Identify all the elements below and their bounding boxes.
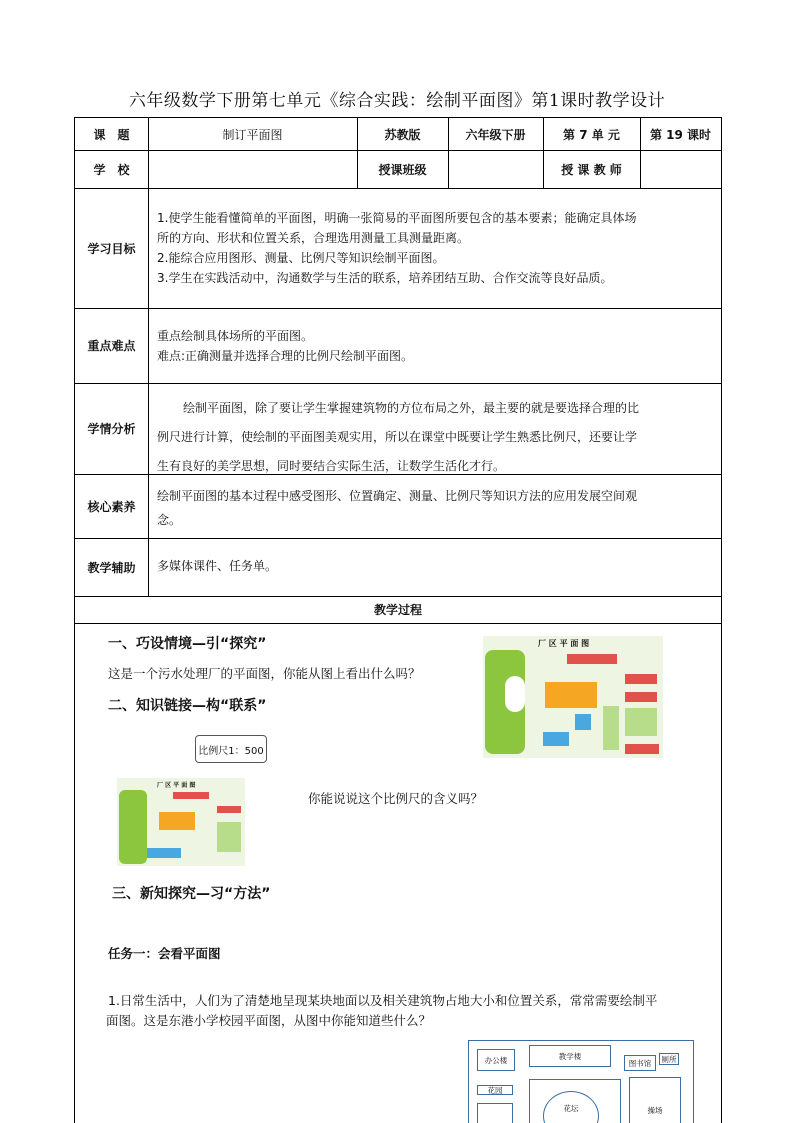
teaching-building: 教学楼 bbox=[529, 1045, 611, 1067]
factory-map-large bbox=[483, 636, 663, 758]
factory-map-small bbox=[117, 778, 245, 866]
building bbox=[625, 674, 657, 684]
keypoints-text: 重点绘制具体场所的平面图。 难点:正确测量并选择合理的比例尺绘制平面图。 bbox=[157, 329, 414, 363]
aids-text: 多媒体课件、任务单。 bbox=[157, 559, 278, 573]
grass-area bbox=[119, 790, 147, 864]
publisher: 苏教版 bbox=[384, 127, 421, 142]
section-2-heading: 二、知识链接—构“联系” bbox=[108, 698, 267, 714]
literacy-label: 核心素养 bbox=[87, 499, 136, 514]
objectives-text: 1.使学生能看懂简单的平面图，明确一张简易的平面图所要包含的基本要素；能确定具体场 所的方向、形状和位置关系，合理选用测量工具测量距离。 2.能综合应用图形、测量、比例尺等知识绘制平面图。 3.学生在实践活动中，沟通数学与生活的联系，培养团结互助、合作交流等良好品质。 bbox=[157, 211, 637, 285]
office-building: 办公楼 bbox=[477, 1049, 515, 1071]
keypoints-label: 重点难点 bbox=[87, 339, 136, 353]
topic-label: 课 题 bbox=[93, 127, 130, 142]
building bbox=[545, 682, 597, 708]
map-title: 厂 区 平 面 图 bbox=[538, 639, 590, 648]
col-divider bbox=[148, 118, 149, 596]
garden-block bbox=[477, 1103, 513, 1123]
row-divider bbox=[75, 623, 721, 624]
scale-callout: 比例尺1：500 bbox=[195, 735, 267, 763]
document-title: 六年级数学下册第七单元《综合实践：绘制平面图》第1课时教学设计 bbox=[128, 91, 666, 111]
building bbox=[567, 654, 617, 664]
unit: 第 7 单 元 bbox=[563, 127, 620, 142]
lesson-table bbox=[74, 117, 722, 1123]
aids-label: 教学辅助 bbox=[87, 560, 136, 575]
task-1-text: 1.日常生活中，人们为了清楚地呈现某块地面以及相关建筑物占地大小和位置关系，常常需要绘制平 面图。这是东港小学校园平面图，从图中你能知道些什么？ bbox=[106, 993, 658, 1028]
grass-strip bbox=[217, 822, 241, 852]
section-1-text: 这是一个污水处理厂的平面图，你能从图上看出什么吗？ bbox=[108, 666, 421, 681]
building bbox=[625, 692, 657, 702]
garden: 花园 bbox=[477, 1085, 513, 1095]
grass-strip bbox=[625, 708, 657, 736]
literacy-text: 绘制平面图的基本过程中感受图形、位置确定、测量、比例尺等知识方法的应用发展空间观 念。 bbox=[157, 489, 638, 527]
campus-plan bbox=[468, 1040, 694, 1123]
analysis-label: 学情分析 bbox=[87, 422, 136, 436]
class-label: 授课班级 bbox=[378, 162, 427, 177]
toilet: 厕所 bbox=[659, 1053, 679, 1065]
water-pool bbox=[147, 848, 181, 858]
lesson-number: 第 19 课时 bbox=[649, 127, 712, 142]
building bbox=[173, 792, 209, 799]
grass-strip bbox=[603, 706, 619, 750]
round-building bbox=[505, 676, 525, 712]
building bbox=[625, 744, 659, 754]
section-2-text: 你能说说这个比例尺的含义吗？ bbox=[308, 791, 484, 806]
teacher-label: 授 课 教 师 bbox=[561, 162, 622, 177]
map-title: 厂 区 平 面 图 bbox=[157, 782, 196, 789]
playground: 操场 bbox=[629, 1077, 681, 1123]
water-pool bbox=[575, 714, 591, 730]
objectives-label: 学习目标 bbox=[87, 241, 136, 256]
task-1-heading: 任务一：会看平面图 bbox=[108, 946, 221, 961]
row-divider bbox=[75, 383, 721, 384]
analysis-text: 绘制平面图，除了要让学生掌握建筑物的方位布局之外，最主要的就是要选择合理的比 例尺进行计算，使绘制的平面图美观实用，所以在课堂中既要让学生熟悉比例尺，还要让学 生有良好的美学思想，同时要结合实际生活，让数学生活化才行。 bbox=[157, 401, 640, 473]
flowerbed: 花坛 bbox=[543, 1091, 599, 1123]
section-1-heading: 一、巧设情境—引“探究” bbox=[108, 636, 267, 652]
grade: 六年级下册 bbox=[465, 127, 526, 142]
building bbox=[217, 806, 241, 813]
library: 图书馆 bbox=[624, 1055, 656, 1071]
section-3-heading: 三、新知探究—习“方法” bbox=[112, 886, 271, 902]
building bbox=[159, 812, 195, 830]
row-divider bbox=[75, 538, 721, 539]
topic-value: 制订平面图 bbox=[222, 127, 283, 142]
row-divider bbox=[75, 308, 721, 309]
row-divider bbox=[75, 188, 721, 189]
school-label: 学 校 bbox=[93, 162, 130, 177]
water-pool bbox=[543, 732, 569, 746]
process-header: 教学过程 bbox=[373, 603, 422, 617]
